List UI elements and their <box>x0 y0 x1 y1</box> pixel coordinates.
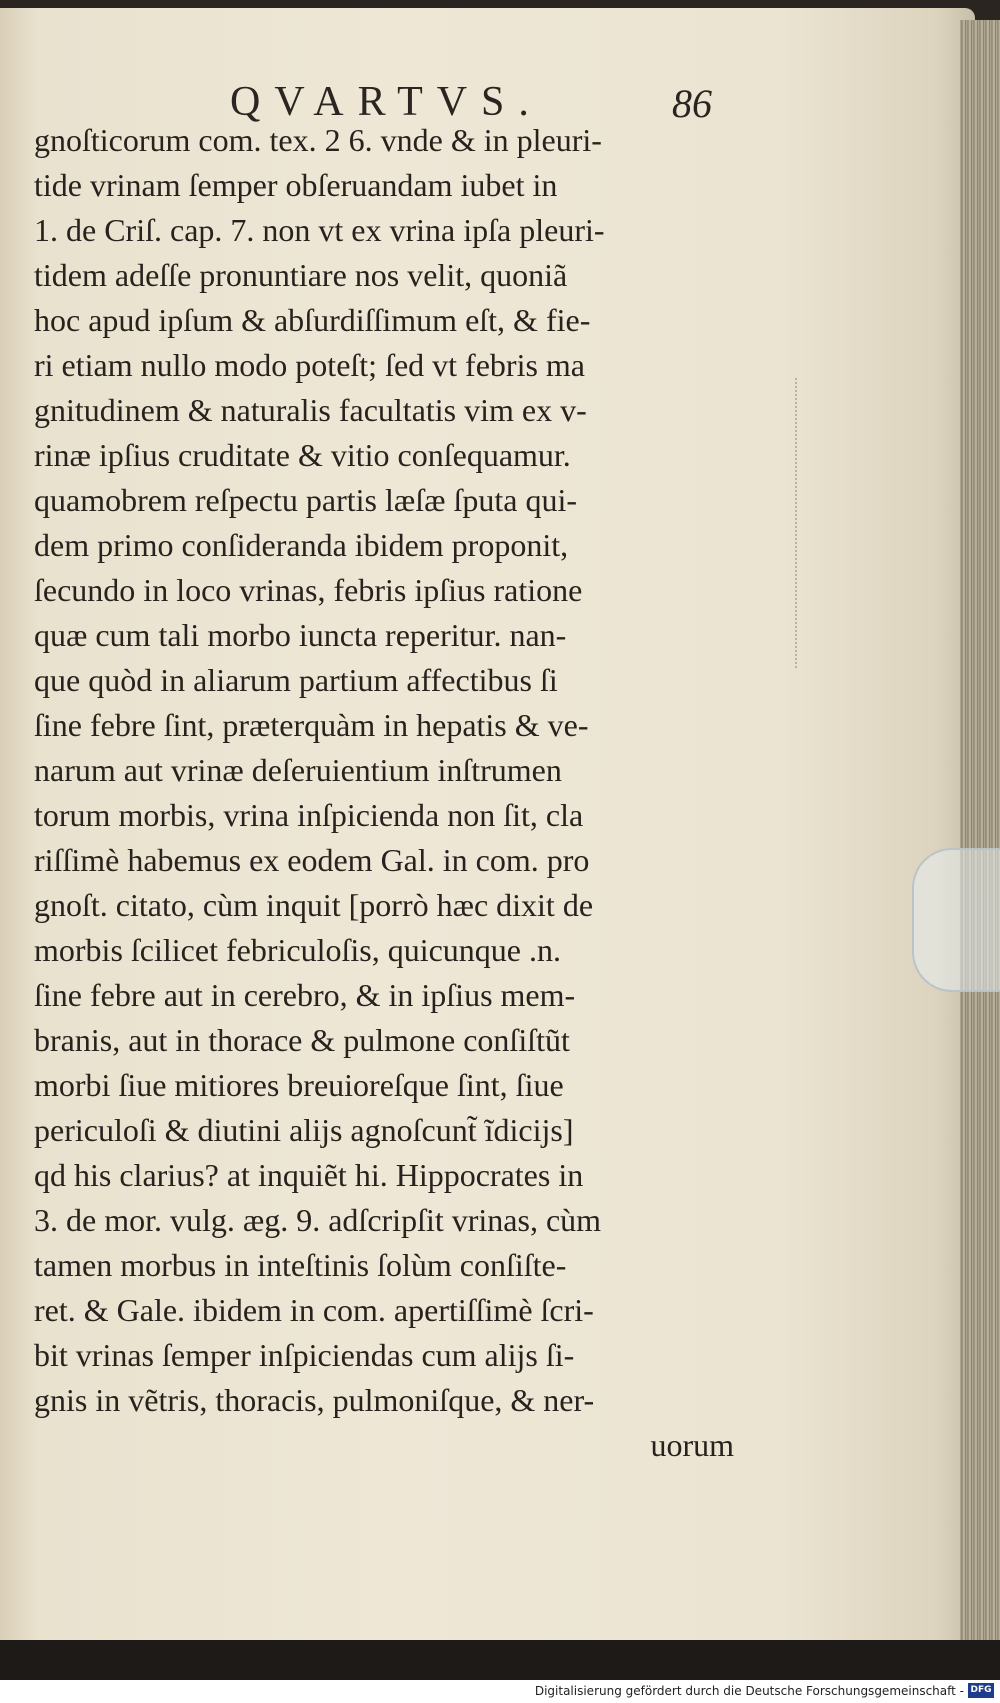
text-line: torum morbis, vrina inſpicienda non ſit, cla <box>34 797 584 833</box>
text-line: rinæ ipſius cruditate & vitio conſequamur. <box>34 437 571 473</box>
text-line: qd his clarius? at inquiẽt hi. Hippocrates in <box>34 1157 584 1193</box>
text-block <box>34 118 734 1468</box>
text-line: periculoſi & diutini alijs agnoſcunt̃ ĩdicijs] <box>34 1112 574 1148</box>
running-title: QVARTVS. <box>230 79 543 125</box>
text-line: ſine febre ſint, præterquàm in hepatis & ve- <box>34 707 589 743</box>
footer-bar <box>0 1680 1000 1703</box>
text-line: tamen morbus in inteſtinis ſolùm conſiſte- <box>34 1247 567 1283</box>
text-line: ri etiam nullo modo poteſt; ſed vt febris ma <box>34 347 585 383</box>
text-line: morbis ſcilicet febriculoſis, quicunque .n. <box>34 932 561 968</box>
text-line: hoc apud ipſum & abſurdiſſimum eſt, & fie- <box>34 302 591 338</box>
text-line: ſecundo in loco vrinas, febris ipſius ratione <box>34 572 583 608</box>
text-line: ret. & Gale. ibidem in com. apertiſſimè ſcri- <box>34 1292 594 1328</box>
page-clip <box>912 848 1000 992</box>
text-line: gnoſticorum com. tex. 2 6. vnde & in pleuri- <box>34 122 602 158</box>
text-line: riſſimè habemus ex eodem Gal. in com. pro <box>34 842 590 878</box>
text-line: bit vrinas ſemper inſpiciendas cum alijs ſi- <box>34 1337 575 1373</box>
text-line: tide vrinam ſemper obſeruandam iubet in <box>34 167 558 203</box>
text-line: 3. de mor. vulg. æg. 9. adſcripſit vrinas, cùm <box>34 1202 602 1238</box>
book-page <box>0 8 975 1648</box>
text-line: ſine febre aut in cerebro, & in ipſius mem- <box>34 977 576 1013</box>
text-line: narum aut vrinæ deſeruientium inſtrumen <box>34 752 562 788</box>
catchword: uorum <box>650 1427 734 1463</box>
text-line: morbi ſiue mitiores breuioreſque ſint, ſiue <box>34 1067 564 1103</box>
text-line: gnitudinem & naturalis facultatis vim ex v- <box>34 392 587 428</box>
footer-credit: Digitalisierung gefördert durch die Deutsche Forschungsgemeinschaft - <box>534 1684 964 1698</box>
text-line: quæ cum tali morbo iuncta reperitur. nan- <box>34 617 567 653</box>
marginal-stain <box>795 378 817 668</box>
text-line: quamobrem reſpectu partis læſæ ſputa qui- <box>34 482 577 518</box>
folio-number: 86 <box>672 81 712 126</box>
text-line: gnis in vẽtris, thoracis, pulmoniſque, & ner- <box>34 1382 595 1418</box>
bottom-shadow <box>0 1640 1000 1680</box>
text-line: tidem adeſſe pronuntiare nos velit, quoniã <box>34 257 568 293</box>
dfg-logo: DFG <box>968 1683 994 1698</box>
text-line: 1. de Criſ. cap. 7. non vt ex vrina ipſa pleuri- <box>34 212 605 248</box>
text-line: que quòd in aliarum partium affectibus ſi <box>34 662 558 698</box>
text-line: gnoſt. citato, cùm inquit [porrò hæc dixit de <box>34 887 594 923</box>
page-edges <box>960 20 1000 1640</box>
text-line: branis, aut in thorace & pulmone conſiſtũt <box>34 1022 570 1058</box>
text-line: dem primo conſideranda ibidem proponit, <box>34 527 569 563</box>
